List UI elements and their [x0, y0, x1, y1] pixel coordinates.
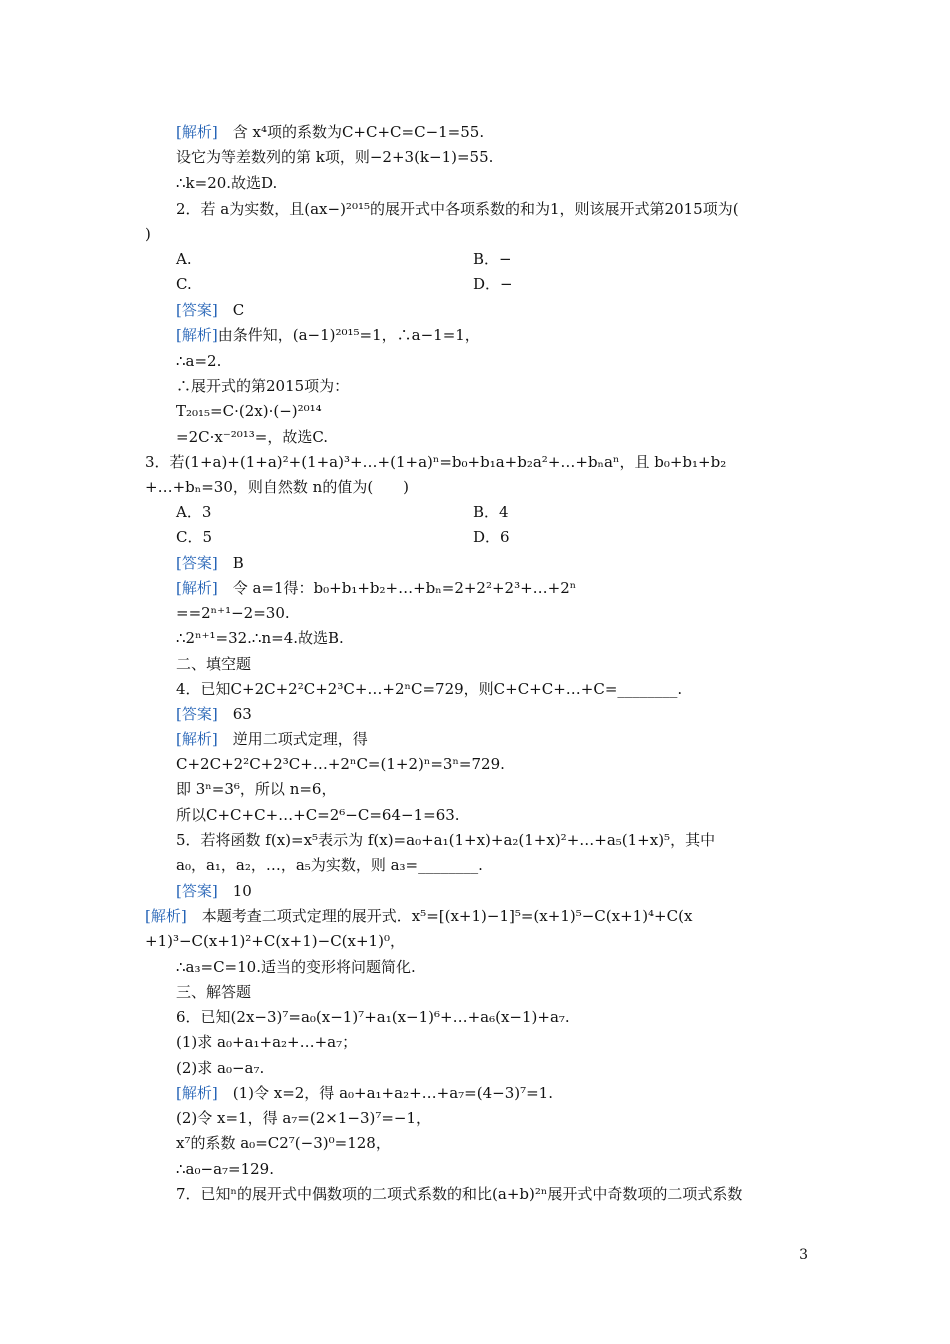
- text-line: [176, 830, 846, 850]
- text-line: [145, 906, 815, 926]
- line-text: C．5: [176, 528, 213, 546]
- line-text: A.: [176, 250, 192, 268]
- text-line: [176, 249, 846, 269]
- text-line: [176, 527, 846, 547]
- text-line: [176, 1007, 846, 1027]
- text-line: [176, 351, 846, 371]
- line-text: ∴a₀−a₇=129.: [176, 1160, 274, 1178]
- line-text: ): [145, 225, 151, 243]
- section-tag: [解析]: [176, 579, 218, 597]
- text-line: [145, 452, 815, 472]
- text-line: [176, 376, 846, 396]
- section-tag: [答案]: [176, 554, 218, 572]
- line-text: 所以C+C+C+…+C=2⁶−C=64−1=63.: [176, 806, 460, 824]
- text-line: [176, 1032, 846, 1052]
- line-text: +…+bₙ=30，则自然数 n的值为( ): [145, 478, 410, 496]
- line-text: 三、解答题: [176, 983, 252, 1001]
- line-text: ∴k=20.故选D.: [176, 174, 278, 192]
- text-line: [176, 274, 846, 294]
- text-line: [176, 1133, 846, 1153]
- line-text: ∴a=2.: [176, 352, 222, 370]
- line-text: x⁷的系数 a₀=C2⁷(−3)⁰=128，: [176, 1134, 391, 1152]
- text-line: [176, 1184, 846, 1204]
- option-column-2: D．6: [473, 528, 510, 546]
- section-tag: [解析]: [176, 123, 218, 141]
- section-tag: [解析]: [176, 730, 218, 748]
- text-line: [176, 779, 846, 799]
- text-line: [176, 1159, 846, 1179]
- line-text: B: [217, 554, 244, 572]
- text-line: [176, 325, 846, 345]
- line-text: a₀，a₁，a₂，…，a₅为实数，则 a₃=________.: [176, 856, 483, 874]
- text-line: [176, 704, 846, 724]
- line-text: ∴展开式的第2015项为：: [176, 377, 350, 395]
- text-line: [176, 679, 846, 699]
- line-text: +1)³−C(x+1)²+C(x+1)−C(x+1)⁰，: [145, 932, 405, 950]
- line-text: 5．若将函数 f(x)=x⁵表示为 f(x)=a₀+a₁(1+x)+a₂(1+x)²+…+a₅(1+x)⁵，其中: [176, 831, 716, 849]
- line-text: 含 x⁴项的系数为C+C+C=C−1=55.: [217, 123, 485, 141]
- text-line: [176, 855, 846, 875]
- text-line: [176, 654, 846, 674]
- text-line: [176, 1083, 846, 1103]
- text-line: [176, 427, 846, 447]
- text-line: [176, 628, 846, 648]
- option-column-2: B．4: [473, 503, 509, 521]
- line-text: =2C·x⁻²⁰¹³=，故选C.: [176, 428, 329, 446]
- line-text: 由条件知，(a−1)²⁰¹⁵=1，∴a−1=1，: [217, 326, 480, 344]
- section-tag: [答案]: [176, 882, 218, 900]
- text-line: [176, 1058, 846, 1078]
- text-line: [176, 754, 846, 774]
- line-text: (2)求 a₀−a₇.: [176, 1059, 265, 1077]
- line-text: T₂₀₁₅=C·(2x)·(−)²⁰¹⁴: [176, 402, 322, 420]
- line-text: (2)令 x=1，得 a₇=(2×1−3)⁷=−1，: [176, 1109, 432, 1127]
- option-column-2: B．−: [473, 250, 512, 268]
- text-line: [145, 931, 815, 951]
- section-tag: [答案]: [176, 705, 218, 723]
- text-line: [145, 224, 815, 244]
- option-column-2: D．−: [473, 275, 513, 293]
- line-text: 令 a=1得：b₀+b₁+b₂+…+bₙ=2+2²+2³+…+2ⁿ: [217, 579, 577, 597]
- section-tag: [解析]: [176, 326, 218, 344]
- line-text: ∴a₃=C=10.适当的变形将问题简化.: [176, 958, 416, 976]
- text-line: [176, 881, 846, 901]
- line-text: 二、填空题: [176, 655, 252, 673]
- text-line: [176, 502, 846, 522]
- page-number: 3: [799, 1247, 808, 1263]
- text-line: [176, 1108, 846, 1128]
- line-text: 即 3ⁿ=3⁶，所以 n=6，: [176, 780, 337, 798]
- section-tag: [答案]: [176, 301, 218, 319]
- line-text: C.: [176, 275, 192, 293]
- line-text: 10: [217, 882, 252, 900]
- text-line: [176, 173, 846, 193]
- text-line: [176, 603, 846, 623]
- line-text: C+2C+2²C+2³C+…+2ⁿC=(1+2)ⁿ=3ⁿ=729.: [176, 755, 505, 773]
- text-line: [176, 805, 846, 825]
- line-text: 逆用二项式定理，得: [217, 730, 368, 748]
- line-text: (1)令 x=2，得 a₀+a₁+a₂+…+a₇=(4−3)⁷=1.: [217, 1084, 553, 1102]
- text-line: [176, 578, 846, 598]
- text-line: [145, 477, 815, 497]
- line-text: C: [217, 301, 245, 319]
- line-text: 3．若(1+a)+(1+a)²+(1+a)³+…+(1+a)ⁿ=b₀+b₁a+b₂a²+…+bₙaⁿ，且 b₀+b₁+b₂: [145, 453, 727, 471]
- text-line: [176, 122, 846, 142]
- text-line: [176, 982, 846, 1002]
- line-text: 63: [217, 705, 252, 723]
- line-text: 6．已知(2x−3)⁷=a₀(x−1)⁷+a₁(x−1)⁶+…+a₆(x−1)+a₇.: [176, 1008, 570, 1026]
- text-line: [176, 147, 846, 167]
- section-tag: [解析]: [176, 1084, 218, 1102]
- text-line: [176, 401, 846, 421]
- line-text: ==2ⁿ⁺¹−2=30.: [176, 604, 290, 622]
- line-text: 2．若 a为实数，且(ax−)²⁰¹⁵的展开式中各项系数的和为1，则该展开式第2015项为(: [176, 200, 739, 218]
- text-line: [176, 553, 846, 573]
- text-line: [176, 729, 846, 749]
- line-text: 设它为等差数列的第 k项，则−2+3(k−1)=55.: [176, 148, 494, 166]
- line-text: (1)求 a₀+a₁+a₂+…+a₇；: [176, 1033, 358, 1051]
- line-text: ∴2ⁿ⁺¹=32.∴n=4.故选B.: [176, 629, 344, 647]
- text-line: [176, 957, 846, 977]
- text-line: [176, 199, 846, 219]
- section-tag: [解析]: [145, 907, 187, 925]
- line-text: 4．已知C+2C+2²C+2³C+…+2ⁿC=729，则C+C+C+…+C=________.: [176, 680, 683, 698]
- line-text: A．3: [176, 503, 212, 521]
- line-text: 7．已知ⁿ的展开式中偶数项的二项式系数的和比(a+b)²ⁿ展开式中奇数项的二项式系数: [176, 1185, 743, 1203]
- text-line: [176, 300, 846, 320]
- line-text: 本题考查二项式定理的展开式．x⁵=[(x+1)−1]⁵=(x+1)⁵−C(x+1)⁴+C(x: [186, 907, 693, 925]
